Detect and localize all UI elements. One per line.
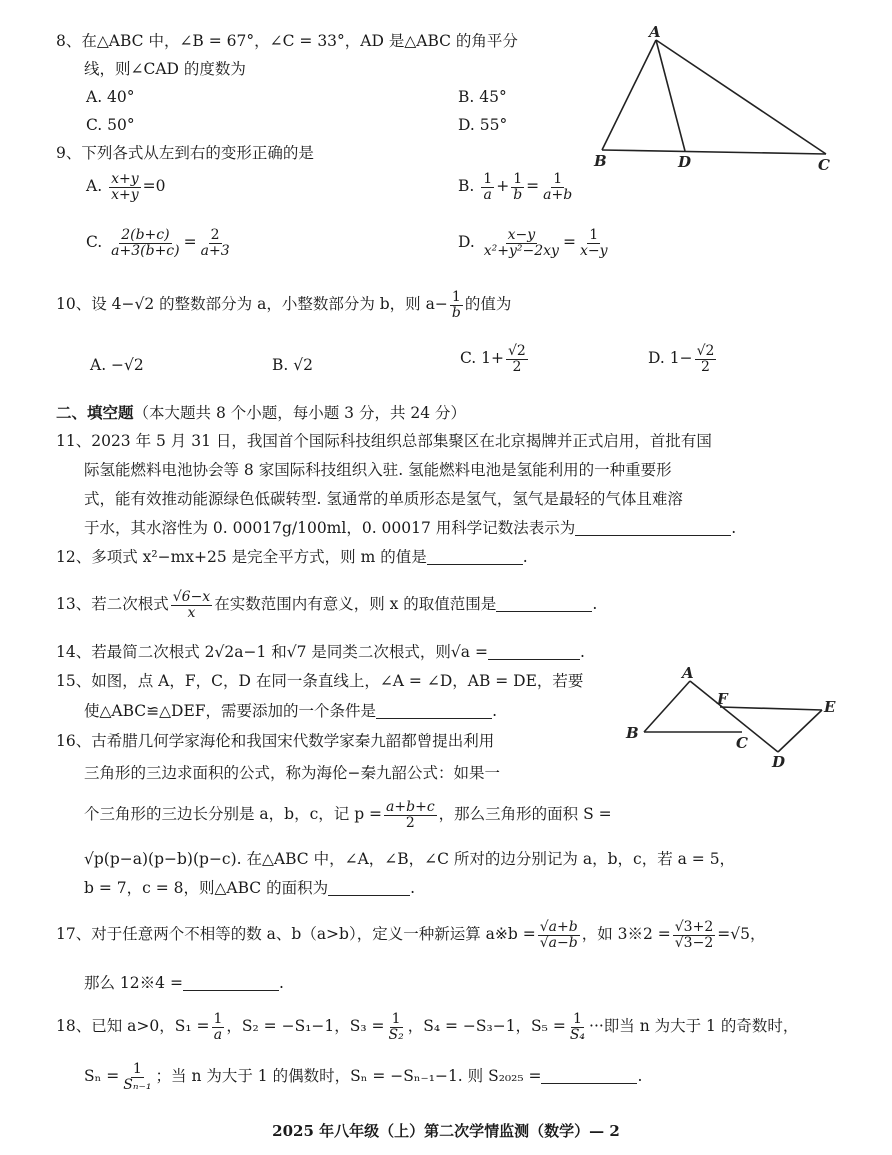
q15-triangles-diagram bbox=[620, 664, 850, 774]
q8-option-c: C. 50° bbox=[86, 116, 135, 134]
q16-line5: b = 7，c = 8，则△ABC 的面积为 . bbox=[84, 879, 416, 897]
q16-line2: 三角形的三边求面积的公式，称为海伦−秦九韶公式：如果一 bbox=[84, 764, 500, 782]
q9-option-c: C. $\frac{2(b+c)}{a+3(b+c)}$ = $\frac{2}{a+3}$ bbox=[86, 227, 230, 259]
q12-stem: 12、多项式 x²−mx+25 是完全平方式，则 m 的值是 . bbox=[56, 548, 528, 566]
q15-label-f: F bbox=[717, 690, 728, 708]
q15-segment-ab bbox=[644, 681, 690, 732]
q11-line4: 于水，其水溶性为 0. 00017g/100ml，0. 00017 用科学记数法表示为 . bbox=[84, 519, 737, 537]
q15-label-d: D bbox=[772, 753, 786, 771]
q10-option-d: D. 1− $\frac{√2}{2}$ bbox=[648, 343, 715, 375]
q18-line2: Sₙ = $\frac{1}{\text{Sₙ₋₁}}$ ；当 n 为大于 1 的偶数时，Sₙ = −Sₙ₋₁−1. 则 S₂₀₂₅ = . bbox=[84, 1061, 643, 1093]
q9-option-a: A. $\frac{x+y}{x+y}$ =0 bbox=[86, 171, 166, 203]
page-footer: 2025 年八年级（上）第二次学情监测（数学）— 2 bbox=[272, 1122, 620, 1140]
q13-stem: 13、若二次根式 $\frac{√6-x}{x}$ 在实数范围内有意义，则 x 的取值范围是 . bbox=[56, 589, 598, 621]
q8-label-d: D bbox=[678, 153, 692, 171]
q15-line2: 使△ABC≌△DEF，需要添加的一个条件是 . bbox=[84, 702, 497, 720]
q15-answer-blank[interactable] bbox=[376, 702, 492, 719]
q16-line1: 16、古希腊几何学家海伦和我国宋代数学家秦九韶都曾提出利用 bbox=[56, 732, 495, 750]
q8-label-b: B bbox=[594, 152, 607, 170]
q8-option-d: D. 55° bbox=[458, 116, 508, 134]
q8-option-b: B. 45° bbox=[458, 88, 507, 106]
q15-label-b: B bbox=[626, 724, 639, 742]
q9-stem: 9、下列各式从左到右的变形正确的是 bbox=[56, 144, 314, 162]
q16-answer-blank[interactable] bbox=[328, 879, 410, 896]
q15-segment-ed bbox=[778, 710, 822, 752]
q18-answer-blank[interactable] bbox=[541, 1067, 637, 1084]
q8-stem-line2: 线，则∠CAD 的度数为 bbox=[84, 60, 246, 78]
q15-label-c: C bbox=[736, 734, 748, 752]
q13-answer-blank[interactable] bbox=[496, 595, 592, 612]
q16-line3: 个三角形的三边长分别是 a，b，c，记 p = $\frac{a+b+c}{2}$ ，那么三角形的面积 S = bbox=[84, 799, 612, 831]
q11-answer-blank[interactable] bbox=[575, 519, 731, 536]
q15-segment-ad bbox=[690, 681, 778, 752]
q15-segment-fe bbox=[720, 707, 822, 710]
q8-option-a: A. 40° bbox=[86, 88, 135, 106]
section-2-heading: 二、填空题（本大题共 8 个小题，每小题 3 分，共 24 分） bbox=[56, 403, 467, 422]
q14-answer-blank[interactable] bbox=[488, 643, 580, 660]
q17-line1: 17、对于任意两个不相等的数 a、b（a>b），定义一种新运算 a※b = $\frac{√a+b}{√a-b}$ ，如 3※2 = $\frac{√3+2}{√3-2}$ =√5， bbox=[56, 919, 766, 951]
q11-line3: 式，能有效推动能源绿色低碳转型. 氢通常的单质形态是氢气，氢气是最轻的气体且难溶 bbox=[84, 490, 683, 508]
q12-answer-blank[interactable] bbox=[427, 548, 523, 565]
q8-segment-bc bbox=[602, 150, 826, 154]
q8-segment-ab bbox=[602, 40, 656, 150]
q9-option-d: D. $\frac{x-y}{\text{x²+y²−2xy}}$ = $\frac{1}{x-y}$ bbox=[458, 227, 608, 259]
q10-option-c: C. 1+ $\frac{√2}{2}$ bbox=[460, 343, 526, 375]
q14-stem: 14、若最简二次根式 2√2a−1 和√7 是同类二次根式，则√a = . bbox=[56, 643, 585, 661]
q8-stem-line1: 8、在△ABC 中，∠B = 67°，∠C = 33°，AD 是△ABC 的角平分 bbox=[56, 32, 518, 50]
q15-label-e: E bbox=[824, 698, 836, 716]
q11-line2: 际氢能燃料电池协会等 8 家国际科技组织入驻. 氢能燃料电池是氢能利用的一种重要形 bbox=[84, 461, 672, 479]
q8-label-a: A bbox=[649, 26, 661, 41]
q16-line4: √p(p−a)(p−b)(p−c). 在△ABC 中，∠A，∠B，∠C 所对的边分别记为 a，b，c，若 a = 5， bbox=[84, 850, 736, 868]
q8-label-c: C bbox=[818, 156, 830, 174]
q17-line2: 那么 12※4 = . bbox=[84, 974, 284, 992]
q10-stem: 10、设 4−√2 的整数部分为 a，小整数部分为 b，则 a− $\frac{1}{b}$ 的值为 bbox=[56, 289, 512, 321]
q17-answer-blank[interactable] bbox=[183, 974, 279, 991]
q10-option-a: A. −√2 bbox=[90, 356, 144, 374]
q11-line1: 11、2023 年 5 月 31 日，我国首个国际科技组织总部集聚区在北京揭牌并正式启用，首批有国 bbox=[56, 432, 712, 450]
q8-triangle-diagram bbox=[590, 26, 840, 176]
q15-label-a: A bbox=[682, 664, 694, 682]
q15-line1: 15、如图，点 A，F，C，D 在同一条直线上，∠A = ∠D，AB = DE，若要 bbox=[56, 672, 584, 690]
q9-option-b: B. $\frac{1}{a}$ + $\frac{1}{b}$ = $\frac{1}{a+b}$ bbox=[458, 171, 573, 203]
q18-line1: 18、已知 a>0，S₁ = $\frac{1}{a}$ ，S₂ = −S₁−1，S₃ = $\frac{1}{\text{S₂}}$ ，S₄ = −S₃−1，S₅ = $\frac{1}{\text{S₄}}$ ···即当 n 为大于 1 的奇数时， bbox=[56, 1011, 799, 1043]
q10-option-b: B. √2 bbox=[272, 356, 313, 374]
